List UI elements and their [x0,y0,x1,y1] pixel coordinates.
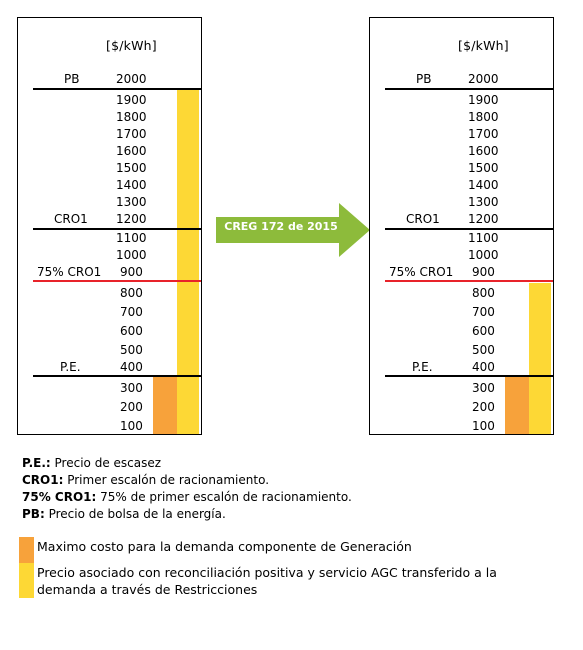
bar-restricciones [177,90,199,434]
value-700: 700 [120,305,143,319]
unit-label: [$/kWh] [458,38,509,53]
value-1100: 1100 [468,231,499,245]
value-1800: 1800 [468,110,499,124]
definition-pb [22,506,352,523]
value-1800: 1800 [116,110,147,124]
bar-restricciones [529,283,551,434]
definition-term: CRO1: [22,473,64,487]
value-1600: 1600 [116,144,147,158]
value-1900: 1900 [468,93,499,107]
line-cro1 [385,228,553,230]
legend-text-restricciones: Precio asociado con reconciliación positiva y servicio AGC transferido a la demanda a través de Restricciones [37,565,497,597]
label-75-cro1: 75% CRO1 [389,265,454,279]
line-cro1 [33,228,201,230]
label-pe: P.E. [412,360,433,374]
line-75-cro1 [385,280,553,282]
panel-before [17,17,202,435]
definition-text: 75% de primer escalón de racionamiento. [96,490,352,504]
value-600: 600 [120,324,143,338]
value-300: 300 [120,381,143,395]
label-cro1: CRO1 [54,212,88,226]
value-900: 900 [472,265,495,279]
label-pe: P.E. [60,360,81,374]
value-100: 100 [120,419,143,433]
definition-cro1 [22,472,352,489]
value-800: 800 [472,286,495,300]
value-700: 700 [472,305,495,319]
definition-text: Precio de bolsa de la energía. [44,507,226,521]
value-1400: 1400 [468,178,499,192]
definition-term: PB: [22,507,45,521]
value-200: 200 [472,400,495,414]
value-200: 200 [120,400,143,414]
label-cro1: CRO1 [406,212,440,226]
value-1400: 1400 [116,178,147,192]
definition-text: Precio de escasez [50,456,162,470]
value-800: 800 [120,286,143,300]
value-1000: 1000 [468,248,499,262]
definition-pe [22,455,352,472]
line-pe [385,375,553,377]
definition-text: Primer escalón de racionamiento. [63,473,270,487]
line-pe [33,375,201,377]
value-1500: 1500 [116,161,147,175]
line-pb [33,88,201,90]
value-400: 400 [120,360,143,374]
arrow-label: CREG 172 de 2015 [224,220,338,233]
bar-generacion [153,377,177,434]
value-100: 100 [472,419,495,433]
value-600: 600 [472,324,495,338]
value-1600: 1600 [468,144,499,158]
line-75-cro1 [33,280,201,282]
unit-label: [$/kWh] [106,38,157,53]
value-1300: 1300 [116,195,147,209]
value-1200: 1200 [468,212,499,226]
bar-generacion [505,377,529,434]
definition-term: 75% CRO1: [22,490,97,504]
value-1700: 1700 [116,127,147,141]
value-400: 400 [472,360,495,374]
value-500: 500 [472,343,495,357]
value-1000: 1000 [116,248,147,262]
legend-swatch-orange [19,537,34,563]
value-1700: 1700 [468,127,499,141]
value-2000: 2000 [116,72,147,86]
value-1500: 1500 [468,161,499,175]
value-300: 300 [472,381,495,395]
legend-swatch-yellow [19,563,34,598]
value-1100: 1100 [116,231,147,245]
definition-75-cro1 [22,489,352,506]
value-500: 500 [120,343,143,357]
value-1200: 1200 [116,212,147,226]
legend-text-generacion: Maximo costo para la demanda componente de Generación [37,539,412,554]
label-pb: PB [416,72,432,86]
value-900: 900 [120,265,143,279]
label-75-cro1: 75% CRO1 [37,265,102,279]
definitions [22,455,352,523]
line-pb [385,88,553,90]
value-1300: 1300 [468,195,499,209]
panel-after [369,17,554,435]
definition-term: P.E.: [22,456,51,470]
value-2000: 2000 [468,72,499,86]
label-pb: PB [64,72,80,86]
value-1900: 1900 [116,93,147,107]
